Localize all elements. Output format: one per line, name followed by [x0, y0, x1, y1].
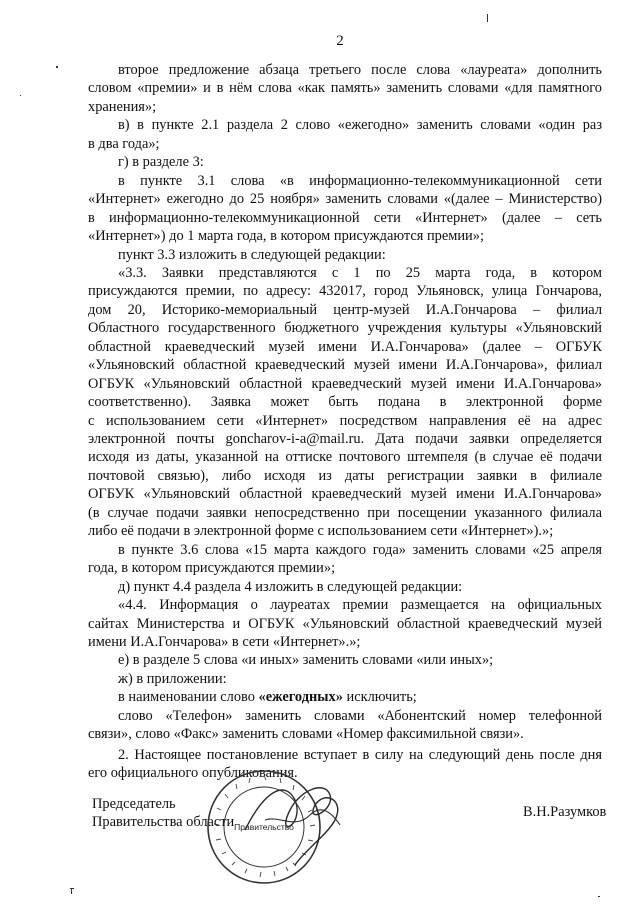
text-line: «4.4. Информация о лауреатах премии размещается на официальных [118, 597, 602, 614]
text-line: слово «Телефон» заменить словами «Абонентский номер телефонной [118, 707, 602, 724]
signatory-title-line2: Правительства области [92, 814, 235, 830]
page-number: 2 [336, 33, 344, 49]
text-line: электронной почты goncharov-i-a@mail.ru. Дата подачи заявки определяется [88, 431, 602, 447]
text-line: хранения»; [88, 98, 157, 115]
text-line: Областного государственного бюджетного учреждения культуры «Ульяновский [88, 320, 602, 337]
text-line: в информационно-телекоммуникационной сети «Интернет» (далее – сеть [88, 209, 602, 226]
text-line: его официального опубликования. [88, 765, 298, 782]
text-line: дом 20, Историко-мемориальный центр-музей И.А.Гончарова – филиал [88, 301, 602, 318]
scan-mark [487, 14, 488, 22]
text-line: «Интернет» ежегодно до 25 ноября» заменить словами «(далее – Министерство) [88, 191, 602, 208]
bold-word: «ежегодных» [258, 689, 343, 706]
text-line: исходя из даты, указанной на оттиске почтового штемпеля (в случае её подачи [88, 449, 602, 466]
handwritten-signature [235, 770, 355, 880]
text-line: с использованием сети «Интернет» посредством направления её на адрес [88, 412, 602, 429]
text-line: «3.3. Заявки представляются с 1 по 25 марта года, в котором [118, 264, 602, 281]
text-line: г) в разделе 3: [118, 154, 204, 171]
text-line [118, 688, 602, 706]
signatory-title-line1: Председатель [92, 796, 176, 812]
text-line: в пункте 3.1 слова «в информационно-телекоммуникационной сети [118, 172, 602, 189]
text-line: года, в котором присуждаются премии»; [88, 560, 336, 577]
text-line: «Интернет») до 1 марта года, в котором присуждаются премии»; [88, 228, 484, 245]
text-line: в пункте 3.6 слова «15 марта каждого года» заменить словами «25 апреля [118, 541, 602, 558]
text-line: сайтах Министерства и ОГБУК «Ульяновский областной краеведческий музей [88, 615, 602, 632]
text-line: словом «премии» и в нём слова «как память» заменить словами «для памятного [88, 80, 602, 97]
text-line: е) в разделе 5 слова «и иных» заменить словами «или иных»; [118, 652, 494, 669]
text-line: второе предложение абзаца третьего после слова «лауреата» дополнить [118, 62, 602, 78]
scan-mark [20, 95, 21, 96]
text-line: д) пункт 4.4 раздела 4 изложить в следующей редакции: [118, 578, 463, 595]
text-line: пункт 3.3 изложить в следующей редакции: [118, 246, 386, 263]
scan-mark [56, 66, 58, 68]
text-line: присуждаются премии, по адресу: 432017, город Ульяновск, улица Гончарова, [88, 283, 602, 300]
text-line: связи», слово «Факс» заменить словами «Номер факсимильной связи». [88, 726, 524, 743]
text-line: имени И.А.Гончарова» в сети «Интернет».»; [88, 633, 361, 650]
text-segment: в наименовании слово [118, 689, 259, 706]
scan-mark [71, 889, 72, 894]
text-line: ОГБУК «Ульяновский областной краеведческий музей имени И.А.Гончарова» [88, 486, 602, 503]
text-segment: исключить; [342, 689, 417, 706]
signatory-name: В.Н.Разумков [523, 804, 607, 820]
svg-text:Правительство: Правительство [234, 822, 294, 832]
text-line: областной краеведческий музей имени И.А.Гончарова» (далее – ОГБУК [88, 338, 602, 355]
text-line: соответственно). Заявка может быть подана в электронной форме [88, 394, 602, 411]
text-line: 2. Настоящее постановление вступает в силу на следующий день после дня [118, 746, 602, 763]
text-line: «Ульяновский областной краеведческий музей имени И.А.Гончарова», филиал [88, 357, 602, 374]
text-line: ОГБУК «Ульяновский областной краеведческий музей имени И.А.Гончарова» [88, 375, 602, 392]
text-line: либо её подачи в электронной форме с использованием сети «Интернет»).»; [88, 523, 554, 540]
text-line: в) в пункте 2.1 раздела 2 слово «ежегодно» заменить словами «один раз [118, 117, 602, 134]
text-line: ж) в приложении: [118, 670, 227, 687]
text-line: почтовой связью), либо исходя из даты регистрации заявки в филиале [88, 467, 602, 484]
scan-mark [598, 896, 600, 897]
text-line: в два года»; [88, 135, 160, 152]
text-line: (в случае подачи заявки непосредственно при посещении указанного филиала [88, 504, 602, 521]
